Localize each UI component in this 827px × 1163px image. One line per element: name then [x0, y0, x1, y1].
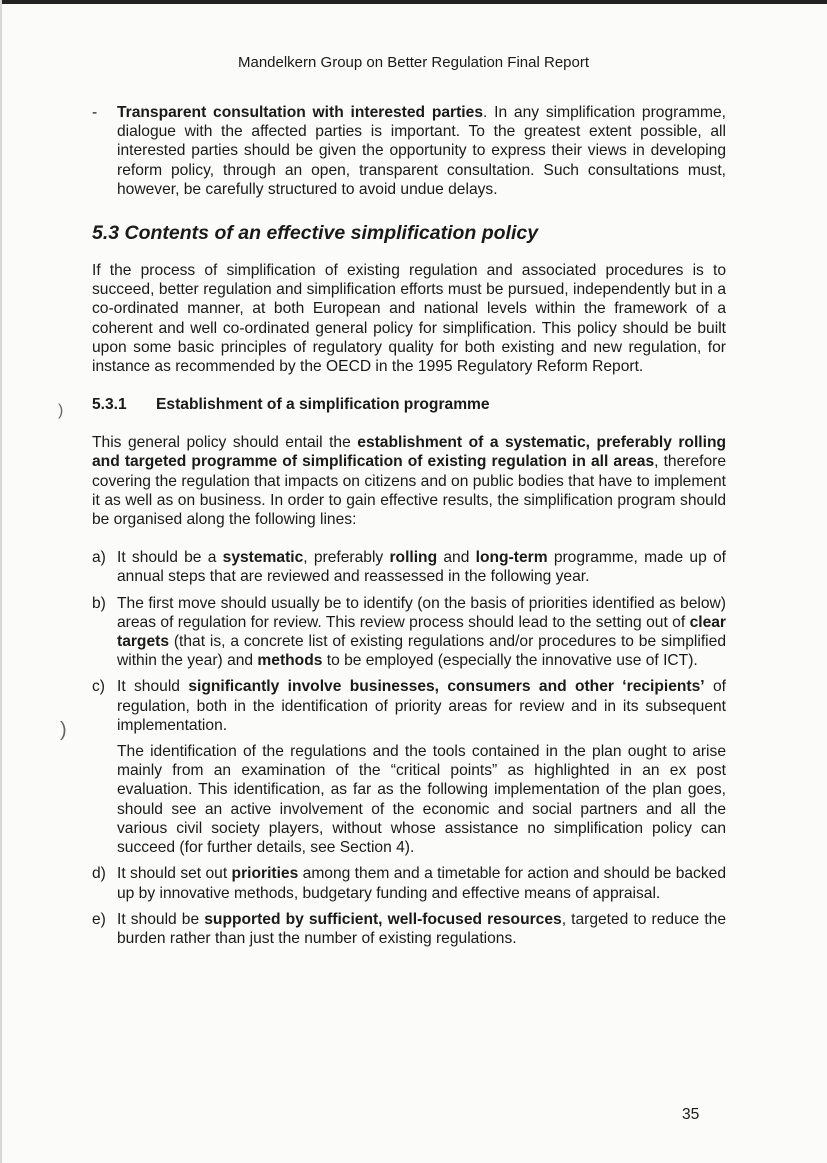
text-run: among them and a timetable for action and should be backed up by innovative methods, budgetary funding and effective means of appraisal. — [117, 865, 726, 902]
text-run: It should be — [117, 910, 205, 928]
document-body — [92, 103, 726, 955]
text-run: It should set out — [117, 865, 232, 883]
subsection-title: Establishment of a simplification programme — [156, 396, 490, 414]
bold-run: supported by sufficient, well-focused resources — [204, 910, 562, 928]
text-run: and — [437, 549, 476, 567]
text-run: The first move should usually be to identify (on the basis of priorities identified as below) areas of regulation for review. This review process should lead to the setting out of — [117, 594, 726, 631]
section-paragraph: If the process of simplification of existing regulation and associated procedures is to succeed, better regulation and simplification efforts must be pursued, independently but in a co-ordinated manner, at both European and national levels within the framework of a coherent and well co-ordinated general policy for simplification. This policy should be built upon some basic principles of regulatory quality for both existing and new regulation, for instance as recommended by the OECD in the 1995 Regulatory Reform Report. — [92, 262, 726, 376]
list-item-e — [92, 910, 726, 948]
subsection-paragraph — [92, 433, 726, 529]
text-run: This general policy should entail the — [92, 434, 358, 452]
bold-run: long-term — [475, 549, 548, 567]
list-item-c — [92, 677, 726, 735]
list-marker: d) — [92, 865, 106, 883]
text-run: , targeted to reduce the burden rather than just the number of existing regulations. — [117, 910, 726, 947]
top-rule — [0, 0, 827, 4]
text-run: , preferably — [303, 549, 390, 567]
list-marker: a) — [92, 549, 106, 567]
section-number: 5.3 — [92, 222, 120, 245]
page-header: Mandelkern Group on Better Regulation Final Report — [237, 54, 590, 71]
section-heading — [92, 221, 726, 245]
scan-mark: ) — [60, 719, 67, 741]
bullet-text: . In any simplification programme, dialogue with the affected parties is important. To the greatest extent possible, all interested parties should be given the opportunity to express their views in developing reform policy, through an open, transparent consultation. Such consultations must, however, be carefully structured to avoid undue delays. — [117, 104, 726, 198]
list-marker: c) — [92, 678, 105, 696]
bold-run: priorities — [231, 865, 299, 883]
intro-bullet — [92, 103, 726, 199]
text-run: programme, made up of annual steps that are reviewed and reassessed in the following year. — [117, 549, 726, 586]
page-left-edge — [0, 0, 2, 1163]
bold-run: establishment of a systematic, preferably rolling and targeted programme of simplification of existing regulation in all areas — [92, 434, 727, 471]
bold-run: systematic — [222, 549, 304, 567]
text-run: (that is, a concrete list of existing regulations and/or procedures to be simplified within the year) and — [117, 633, 726, 670]
page-number: 35 — [682, 1106, 700, 1123]
subsection-number: 5.3.1 — [92, 396, 127, 414]
bold-run: rolling — [389, 549, 438, 567]
list-marker: e) — [92, 910, 106, 928]
bullet-marker: - — [92, 104, 98, 121]
list-item-b — [92, 594, 726, 671]
list-item-a — [92, 548, 726, 586]
bold-run: methods — [257, 652, 323, 670]
scan-mark: ) — [58, 402, 64, 419]
bold-run: significantly involve businesses, consumers and other ‘recipients’ — [188, 678, 705, 696]
bold-run: clear targets — [117, 613, 726, 651]
subsection-heading — [92, 395, 726, 414]
text-run: to be employed (especially the innovative use of ICT). — [322, 652, 698, 670]
section-title: Contents of an effective simplification policy — [124, 222, 539, 245]
list-item-c-subparagraph: The identification of the regulations and the tools contained in the plan ought to arise mainly from an examination of the “critical points” as highlighted in an ex post evaluation. This identification, as far as the following implementation of the plan goes, should see an active involvement of the economic and social partners and all the various civil society players, without whose assistance no simplification policy can succeed (for further details, see Section 4). — [117, 743, 726, 857]
bullet-bold-text: Transparent consultation with interested parties — [117, 104, 483, 121]
text-run: of regulation, both in the identification of priority areas for review and in its subsequent implementation. — [117, 678, 726, 734]
text-run: It should be a — [117, 549, 223, 567]
list-item-d — [92, 864, 726, 902]
list-marker: b) — [92, 594, 106, 612]
text-run: It should — [117, 678, 189, 696]
text-run: , therefore covering the regulation that impacts on citizens and on public bodies that have to implement it as well as on business. In order to gain effective results, the simplification program should be organised along the following lines: — [92, 453, 726, 529]
